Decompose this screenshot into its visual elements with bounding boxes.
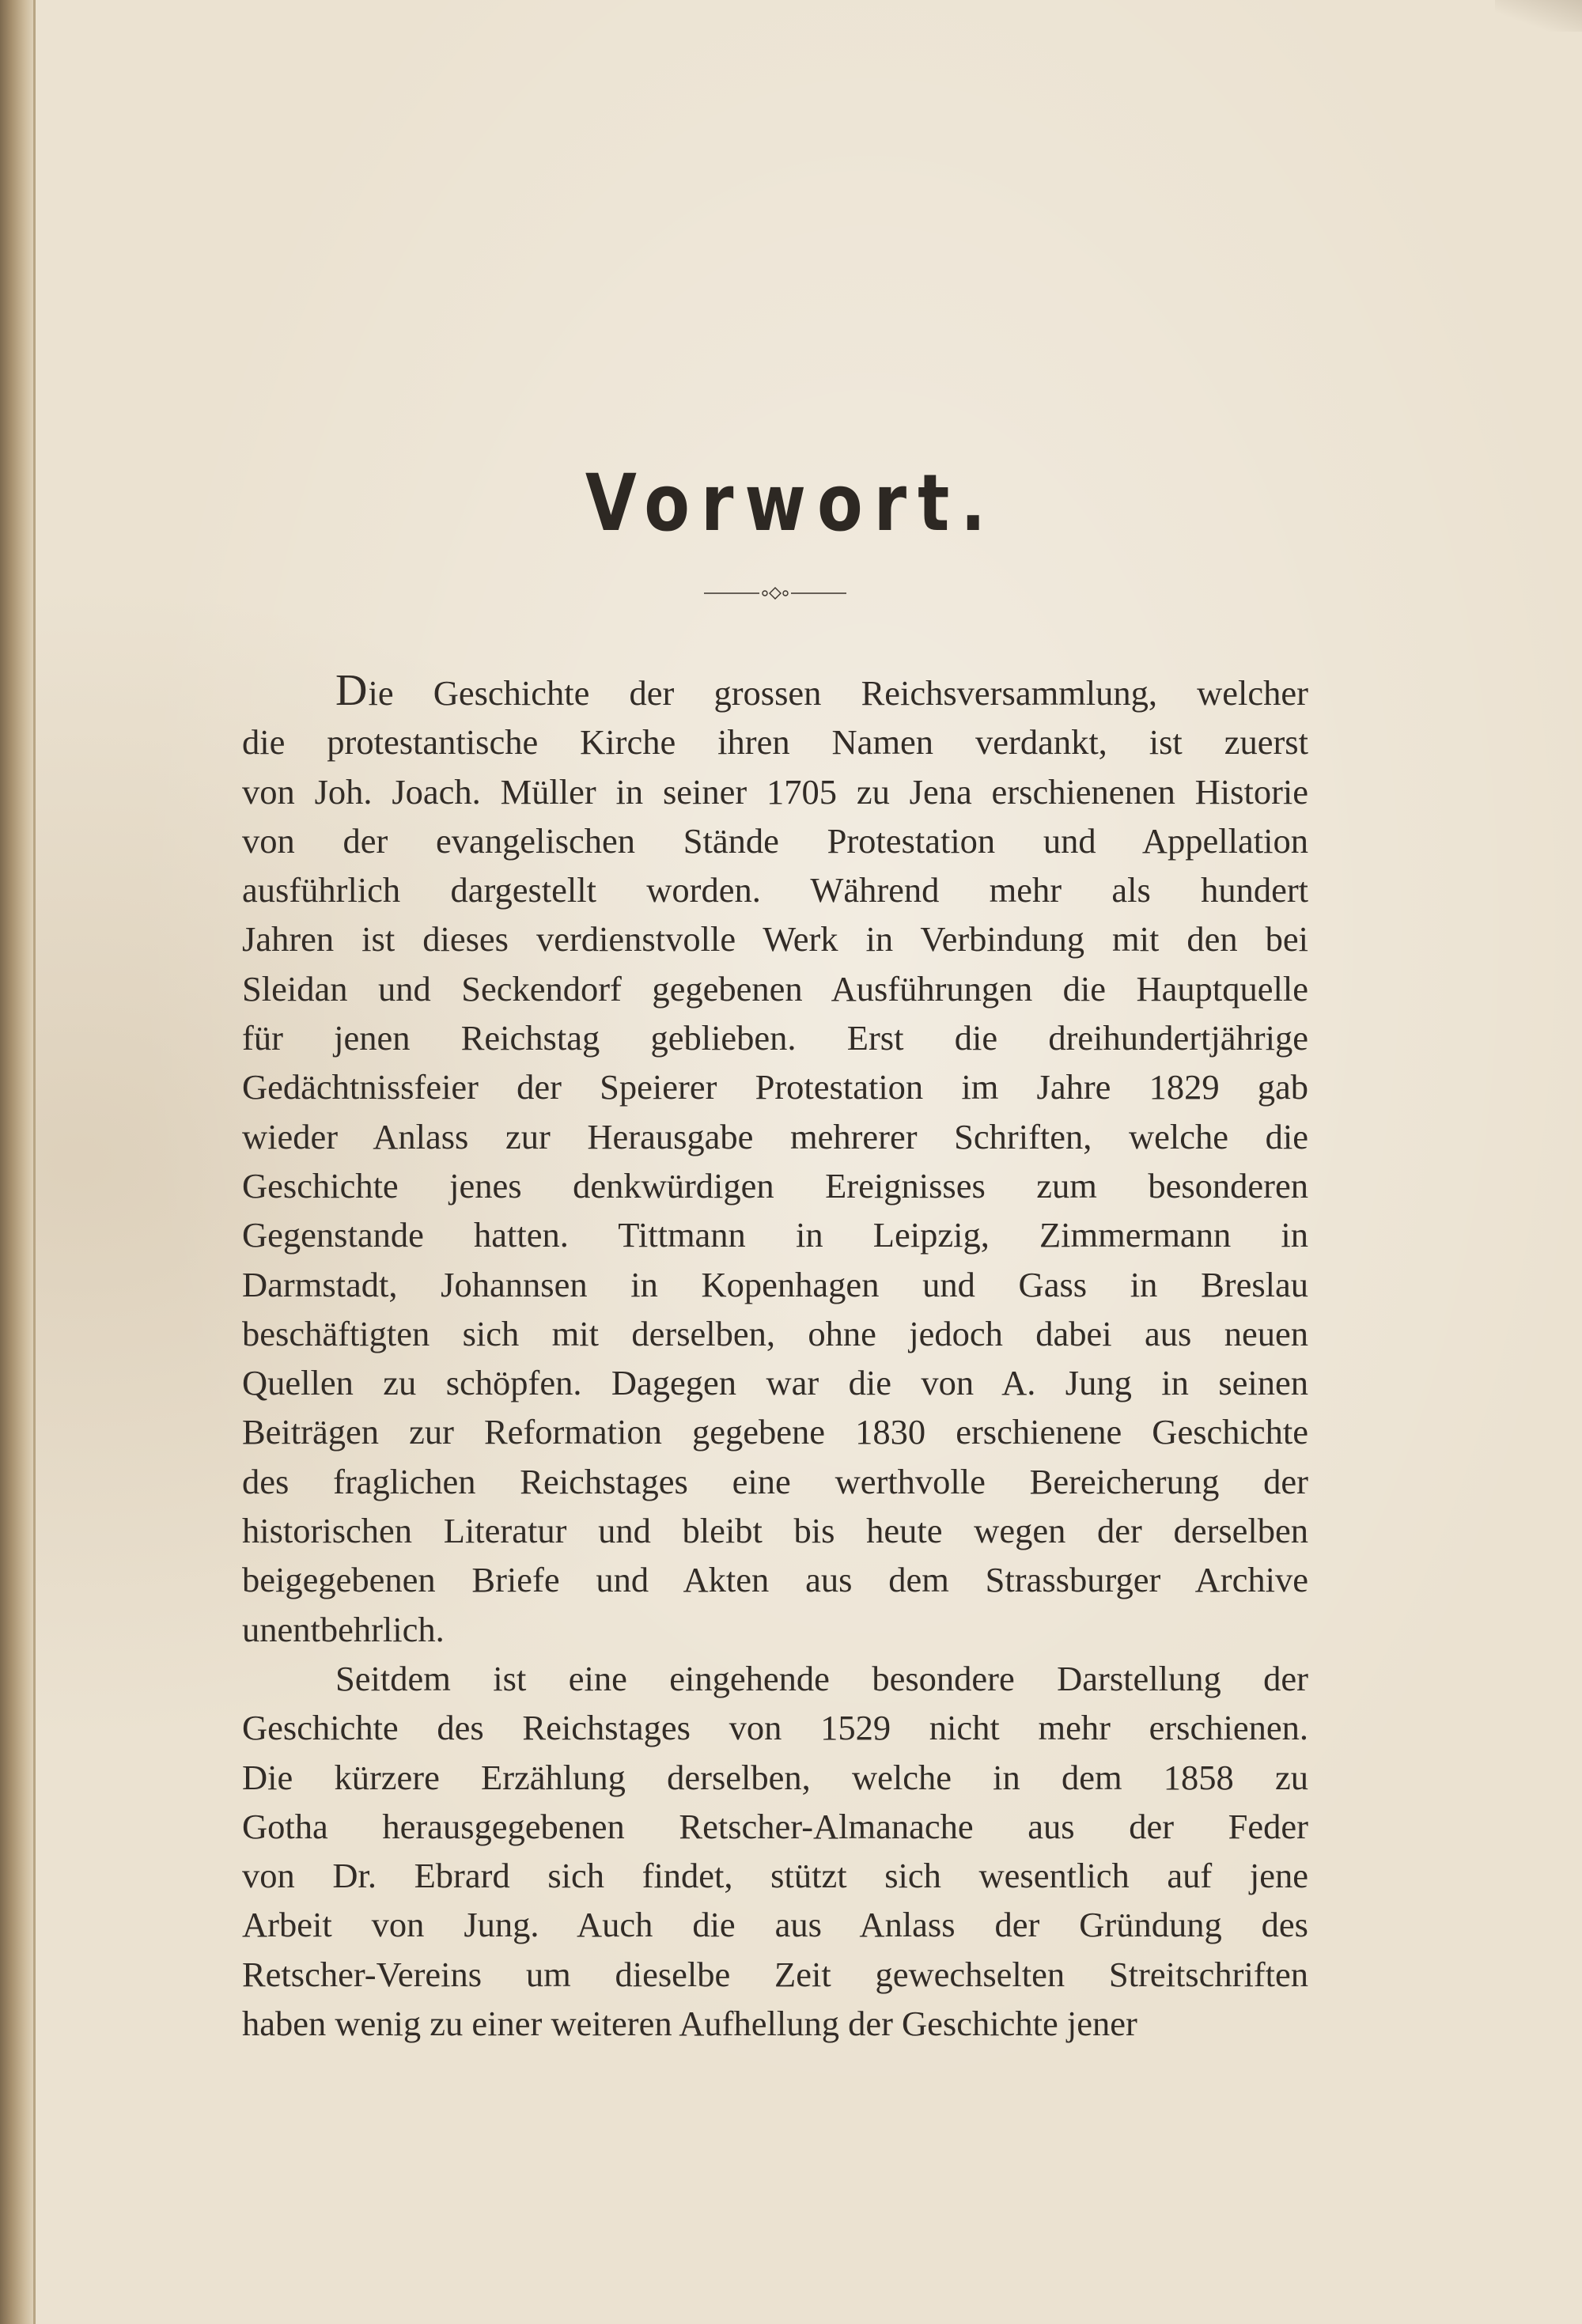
text-line xyxy=(242,1161,1308,1210)
line-text: ie Geschichte der grossen Reichsversammlung, welcher xyxy=(368,673,1308,713)
text-line xyxy=(242,1260,1308,1309)
line-text: Seitdem ist eine eingehende besondere Darstellung der xyxy=(335,1658,1308,1698)
line-text: des fraglichen Reichstages eine werthvolle Bereicherung der xyxy=(242,1461,1308,1501)
line-text: historischen Literatur und bleibt bis heute wegen der derselben xyxy=(242,1511,1308,1551)
text-line xyxy=(242,1506,1308,1555)
line-text: für jenen Reichstag geblieben. Erst die dreihundertjährige xyxy=(242,1018,1308,1058)
line-text: von Joh. Joach. Müller in seiner 1705 zu Jena erschienenen Historie xyxy=(242,771,1308,812)
binding-shadow-line xyxy=(33,0,36,2324)
text-line xyxy=(242,1851,1308,1900)
text-line xyxy=(242,1950,1308,1999)
line-text: Geschichte jenes denkwürdigen Ereignisses zum besonderen xyxy=(242,1165,1308,1206)
decorative-rule-ornament-icon xyxy=(696,584,854,603)
text-line xyxy=(242,1555,1308,1604)
line-text: beigegebenen Briefe und Akten aus dem Strassburger Archive xyxy=(242,1560,1308,1600)
text-line xyxy=(242,914,1308,963)
page-title: Vorwort. xyxy=(585,457,997,549)
text-line xyxy=(242,1457,1308,1506)
line-text: Jahren ist dieses verdienstvolle Werk in Verbindung mit den bei xyxy=(242,919,1308,960)
text-line xyxy=(242,1703,1308,1752)
text-line xyxy=(242,666,1308,717)
line-text: Quellen zu schöpfen. Dagegen war die von A. Jung in seinen xyxy=(242,1363,1308,1403)
text-line xyxy=(242,1900,1308,1949)
book-binding-edge xyxy=(0,0,33,2324)
line-text: wieder Anlass zur Herausgabe mehrerer Schriften, welche die xyxy=(242,1116,1308,1156)
text-line xyxy=(242,1062,1308,1111)
line-text: von der evangelischen Stände Protestation und Appellation xyxy=(242,820,1308,861)
line-text: Darmstadt, Johannsen in Kopenhagen und Gass in Breslau xyxy=(242,1264,1308,1304)
line-text: Arbeit von Jung. Auch die aus Anlass der Gründung des xyxy=(242,1905,1308,1945)
text-line xyxy=(242,1013,1308,1062)
line-text: Geschichte des Reichstages von 1529 nicht mehr erschienen. xyxy=(242,1708,1308,1748)
line-text: beschäftigten sich mit derselben, ohne jedoch dabei aus neuen xyxy=(242,1313,1308,1353)
initial-letter: D xyxy=(335,666,369,715)
line-text: Gegenstande hatten. Tittmann in Leipzig, Zimmermann in xyxy=(242,1215,1308,1255)
line-text: Gedächtnissfeier der Speierer Protestation im Jahre 1829 gab xyxy=(242,1067,1308,1107)
line-text: Beiträgen zur Reformation gegebene 1830 erschienene Geschichte xyxy=(242,1412,1308,1452)
line-text: unentbehrlich. xyxy=(242,1609,445,1649)
text-line xyxy=(242,1999,1308,2048)
text-line xyxy=(242,1753,1308,1802)
line-text: haben wenig zu einer weiteren Aufhellung der Geschichte jener xyxy=(242,2004,1137,2044)
line-text: Die kürzere Erzählung derselben, welche in dem 1858 zu xyxy=(242,1757,1308,1797)
text-line xyxy=(242,1309,1308,1358)
text-line xyxy=(242,717,1308,766)
text-line xyxy=(242,964,1308,1013)
paragraph-1 xyxy=(242,666,1308,1654)
text-line xyxy=(242,816,1308,865)
line-text: von Dr. Ebrard sich findet, stützt sich wesentlich auf jene xyxy=(242,1856,1308,1896)
text-line xyxy=(242,865,1308,914)
text-line xyxy=(242,1210,1308,1259)
worn-corner xyxy=(1495,0,1582,32)
text-line xyxy=(242,1407,1308,1456)
text-line xyxy=(242,1112,1308,1161)
line-text: ausführlich dargestellt worden. Während mehr als hundert xyxy=(242,870,1308,910)
line-text: Retscher-Vereins um dieselbe Zeit gewechselten Streitschriften xyxy=(242,1954,1308,1994)
text-line xyxy=(242,1358,1308,1407)
line-text: die protestantische Kirche ihren Namen verdankt, ist zuerst xyxy=(242,722,1308,763)
text-line xyxy=(242,767,1308,816)
text-line xyxy=(242,1654,1308,1703)
paragraph-2 xyxy=(242,1654,1308,2048)
body-text xyxy=(242,666,1308,2048)
line-text: Gotha herausgegebenen Retscher-Almanache aus der Feder xyxy=(242,1806,1308,1846)
text-line xyxy=(242,1802,1308,1851)
line-text: Sleidan und Seckendorf gegebenen Ausführungen die Hauptquelle xyxy=(242,968,1308,1009)
text-line xyxy=(242,1605,1308,1654)
